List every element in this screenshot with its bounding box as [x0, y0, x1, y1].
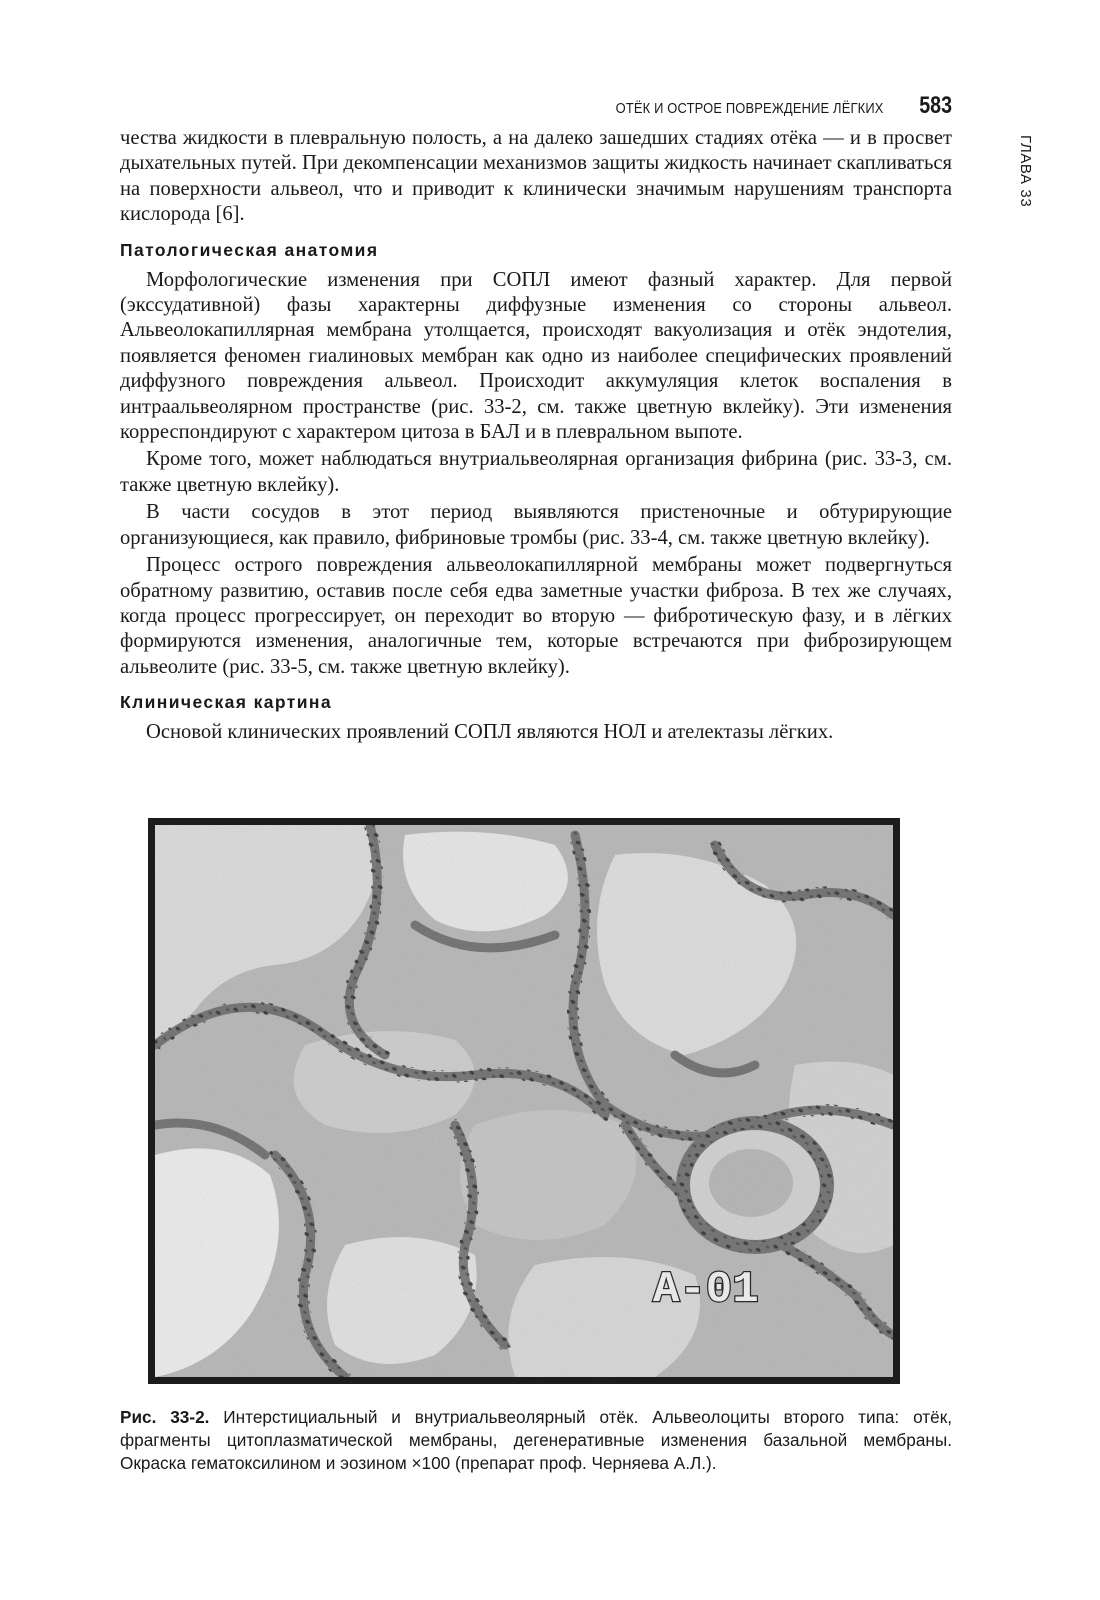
intro-paragraph: чества жидкости в плевральную полость, а на далеко зашедших стадиях отёка — и в просвет дыхательных путей. При декомпенсации механизмов защиты жидкость начинает скапливаться на поверхности альвеол, что и приводит к клинически значимым нарушениям транспорта кислорода [6].	[120, 127, 952, 226]
section-heading-pathology: Патологическая анатомия	[120, 239, 379, 260]
section-heading-clinical: Клиническая картина	[120, 692, 333, 713]
page-number: 583	[919, 92, 952, 119]
micrograph-image	[155, 825, 893, 1377]
running-head	[120, 92, 952, 120]
figure-caption-label: Рис. 33-2.	[120, 1407, 210, 1427]
pathology-paragraph-1: Морфологические изменения при СОПЛ имеют фазный характер. Для первой (экссудативной) фазы характерны диффузные изменения со стороны альвеол. Альвеолокапиллярная мембрана утолщается, происходят вакуолизация и отёк эндотелия, появляется феномен гиалиновых мембран как одно из наиболее специфических проявлений диффузного повреждения альвеол. Происходит аккумуляция клеток воспаления в интраальвеолярном пространстве (рис. 33-2, см. также цветную вклейку). Эти изменения корреспондируют с характером цитоза в БАЛ и в плевральном выпоте.	[120, 268, 952, 444]
chapter-side-tab: ГЛАВА 33	[1017, 135, 1034, 208]
micrograph-label: A-01	[653, 1265, 759, 1315]
pathology-paragraph-4: Процесс острого повреждения альвеолокапиллярной мембраны может подвергнуться обратному развитию, оставив после себя едва заметные участки фиброза. В тех же случаях, когда процесс прогрессирует, он переходит во вторую — фибротическую фазу, и в лёгких формируются изменения, аналогичные тем, которые встречаются при фиброзирующем альвеолите (рис. 33-5, см. также цветную вклейку).	[120, 554, 952, 678]
pathology-paragraph-2: Кроме того, может наблюдаться внутриальвеолярная организация фибрина (рис. 33-3, см. также цветную вклейку).	[120, 448, 952, 496]
histology-figure	[148, 818, 900, 1384]
clinical-paragraph-1: Основой клинических проявлений СОПЛ являются НОЛ и ателектазы лёгких.	[146, 721, 834, 744]
pathology-paragraph-3: В части сосудов в этот период выявляются пристеночные и обтурирующие организующиеся, как правило, фибриновые тромбы (рис. 33-4, см. также цветную вклейку).	[120, 501, 952, 549]
figure-caption	[120, 1406, 952, 1475]
figure-caption-text: Интерстициальный и внутриальвеолярный отёк. Альвеолоциты второго типа: отёк, фрагменты цитоплазматической мембраны, дегенеративные изменения базальной мембраны. Окраска гематоксилином и эозином ×100 (препарат проф. Черняева А.Л.).	[120, 1407, 952, 1473]
running-title: ОТЁК И ОСТРОЕ ПОВРЕЖДЕНИЕ ЛЁГКИХ	[616, 100, 884, 117]
main-text	[120, 126, 952, 746]
